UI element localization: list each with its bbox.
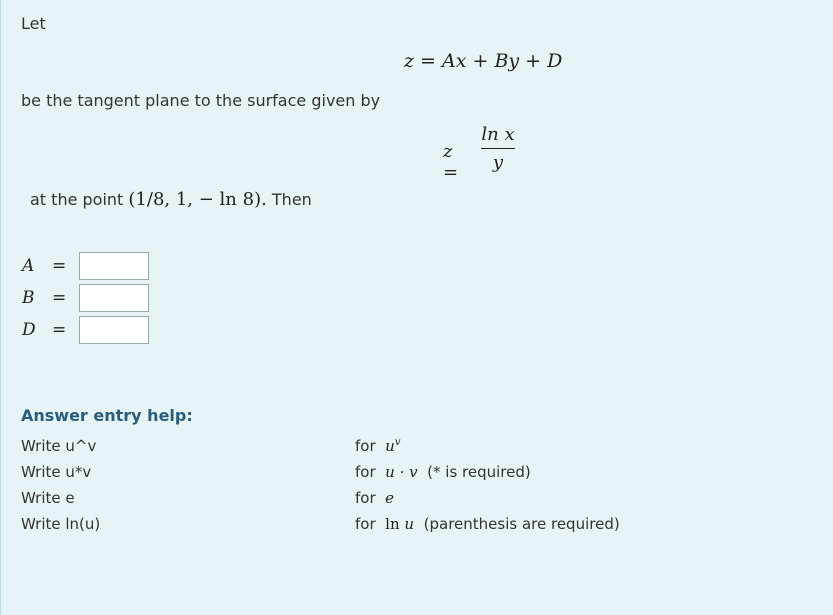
equals-sign: = <box>52 256 67 276</box>
help-row <box>21 437 641 459</box>
surface-lhs: z = <box>443 141 459 183</box>
help-for <box>355 463 531 481</box>
help-write: Write ln(u) <box>21 515 101 533</box>
plane-equation: z = Ax + By + D <box>404 50 563 72</box>
help-row <box>21 515 641 537</box>
help-write: Write e <box>21 489 75 507</box>
help-note: (parenthesis are required) <box>423 515 620 533</box>
equals-sign: = <box>52 320 67 340</box>
help-for-word: for <box>355 489 376 507</box>
help-write: Write u*v <box>21 463 92 481</box>
answer-b-input[interactable] <box>79 284 149 312</box>
help-for-word: for <box>355 463 376 481</box>
help-note: (* is required) <box>427 463 531 481</box>
help-for <box>355 437 401 455</box>
help-math-ln: ln <box>385 515 400 533</box>
point-coordinates: (1/8, 1, − ln 8). <box>128 189 267 210</box>
at-point-text: at the point <box>30 190 124 209</box>
help-for-word: for <box>355 437 376 455</box>
surface-fraction <box>481 124 515 173</box>
answer-d-input[interactable] <box>79 316 149 344</box>
fraction-bar <box>481 148 515 149</box>
help-math: u <box>385 437 395 455</box>
help-math: u · v <box>385 463 418 481</box>
surface-numerator: ln x <box>481 124 515 145</box>
surface-denominator: y <box>492 152 504 173</box>
let-text: Let <box>21 14 46 33</box>
answer-a-input[interactable] <box>79 252 149 280</box>
tangent-plane-text: be the tangent plane to the surface given by <box>21 91 381 110</box>
help-row <box>21 489 641 511</box>
help-for <box>355 489 394 507</box>
left-border <box>0 0 1 615</box>
help-write: Write u^v <box>21 437 97 455</box>
var-d-label: D <box>22 320 36 340</box>
var-a-label: A <box>22 256 35 276</box>
point-sentence <box>30 189 312 210</box>
then-text: Then <box>271 190 312 209</box>
help-for <box>355 515 620 533</box>
help-row <box>21 463 641 485</box>
equals-sign: = <box>52 288 67 308</box>
help-math: u <box>404 515 415 533</box>
var-b-label: B <box>22 288 35 308</box>
help-math: e <box>385 489 395 507</box>
help-math-sup: v <box>394 437 401 448</box>
help-for-word: for <box>355 515 376 533</box>
help-title: Answer entry help: <box>21 406 193 425</box>
